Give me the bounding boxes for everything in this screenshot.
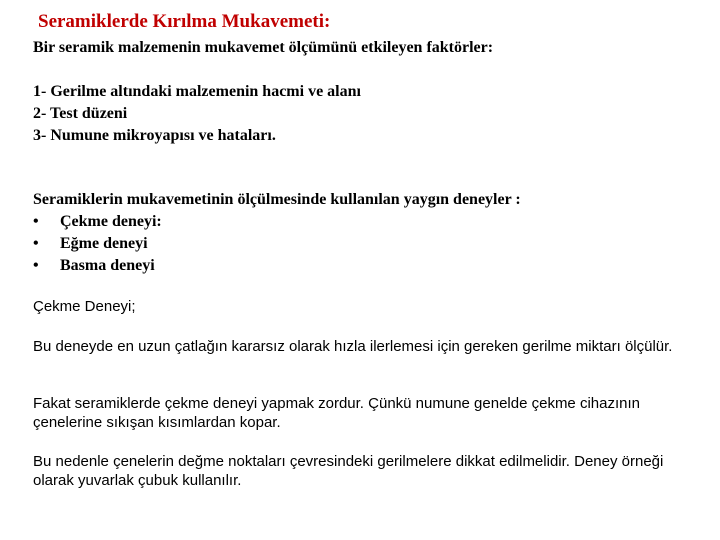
intro-text: Bir seramik malzemenin mukavemet ölçümünü etkileyen faktörler:	[33, 39, 494, 56]
test-item-label: Çekme deneyi:	[60, 213, 162, 230]
test-item-label: Basma deneyi	[60, 257, 155, 274]
bullet-icon: •	[33, 257, 39, 274]
slide-title: Seramiklerde Kırılma Mukavemeti:	[38, 11, 331, 32]
tests-intro-text: Seramiklerin mukavemetinin ölçülmesinde kullanılan yaygın deneyler :	[33, 191, 521, 208]
section-heading: Çekme Deneyi;	[33, 298, 136, 315]
factor-item-2: 2- Test düzeni	[33, 105, 128, 122]
test-list-item	[33, 255, 155, 277]
factor-item-1: 1- Gerilme altındaki malzemenin hacmi ve alanı	[33, 83, 361, 100]
paragraph-1: Bu deneyde en uzun çatlağın kararsız olarak hızla ilerlemesi için gereken gerilme miktarı ölçülür.	[33, 338, 673, 355]
factor-item-3: 3- Numune mikroyapısı ve hataları.	[33, 127, 276, 144]
bullet-icon: •	[33, 213, 39, 230]
paragraph-3: Bu nedenle çenelerin değme noktaları çevresindeki gerilmelere dikkat edilmelidir. Deney örneği olarak yuvarlak çubuk kullanılır.	[33, 453, 664, 489]
bullet-icon: •	[33, 235, 39, 252]
test-list-item	[33, 211, 162, 233]
test-list-item	[33, 233, 148, 255]
test-item-label: Eğme deneyi	[60, 235, 148, 252]
paragraph-2: Fakat seramiklerde çekme deneyi yapmak zordur. Çünkü numune genelde çekme cihazının çenelerine sıkışan kısımlardan kopar.	[33, 395, 640, 431]
